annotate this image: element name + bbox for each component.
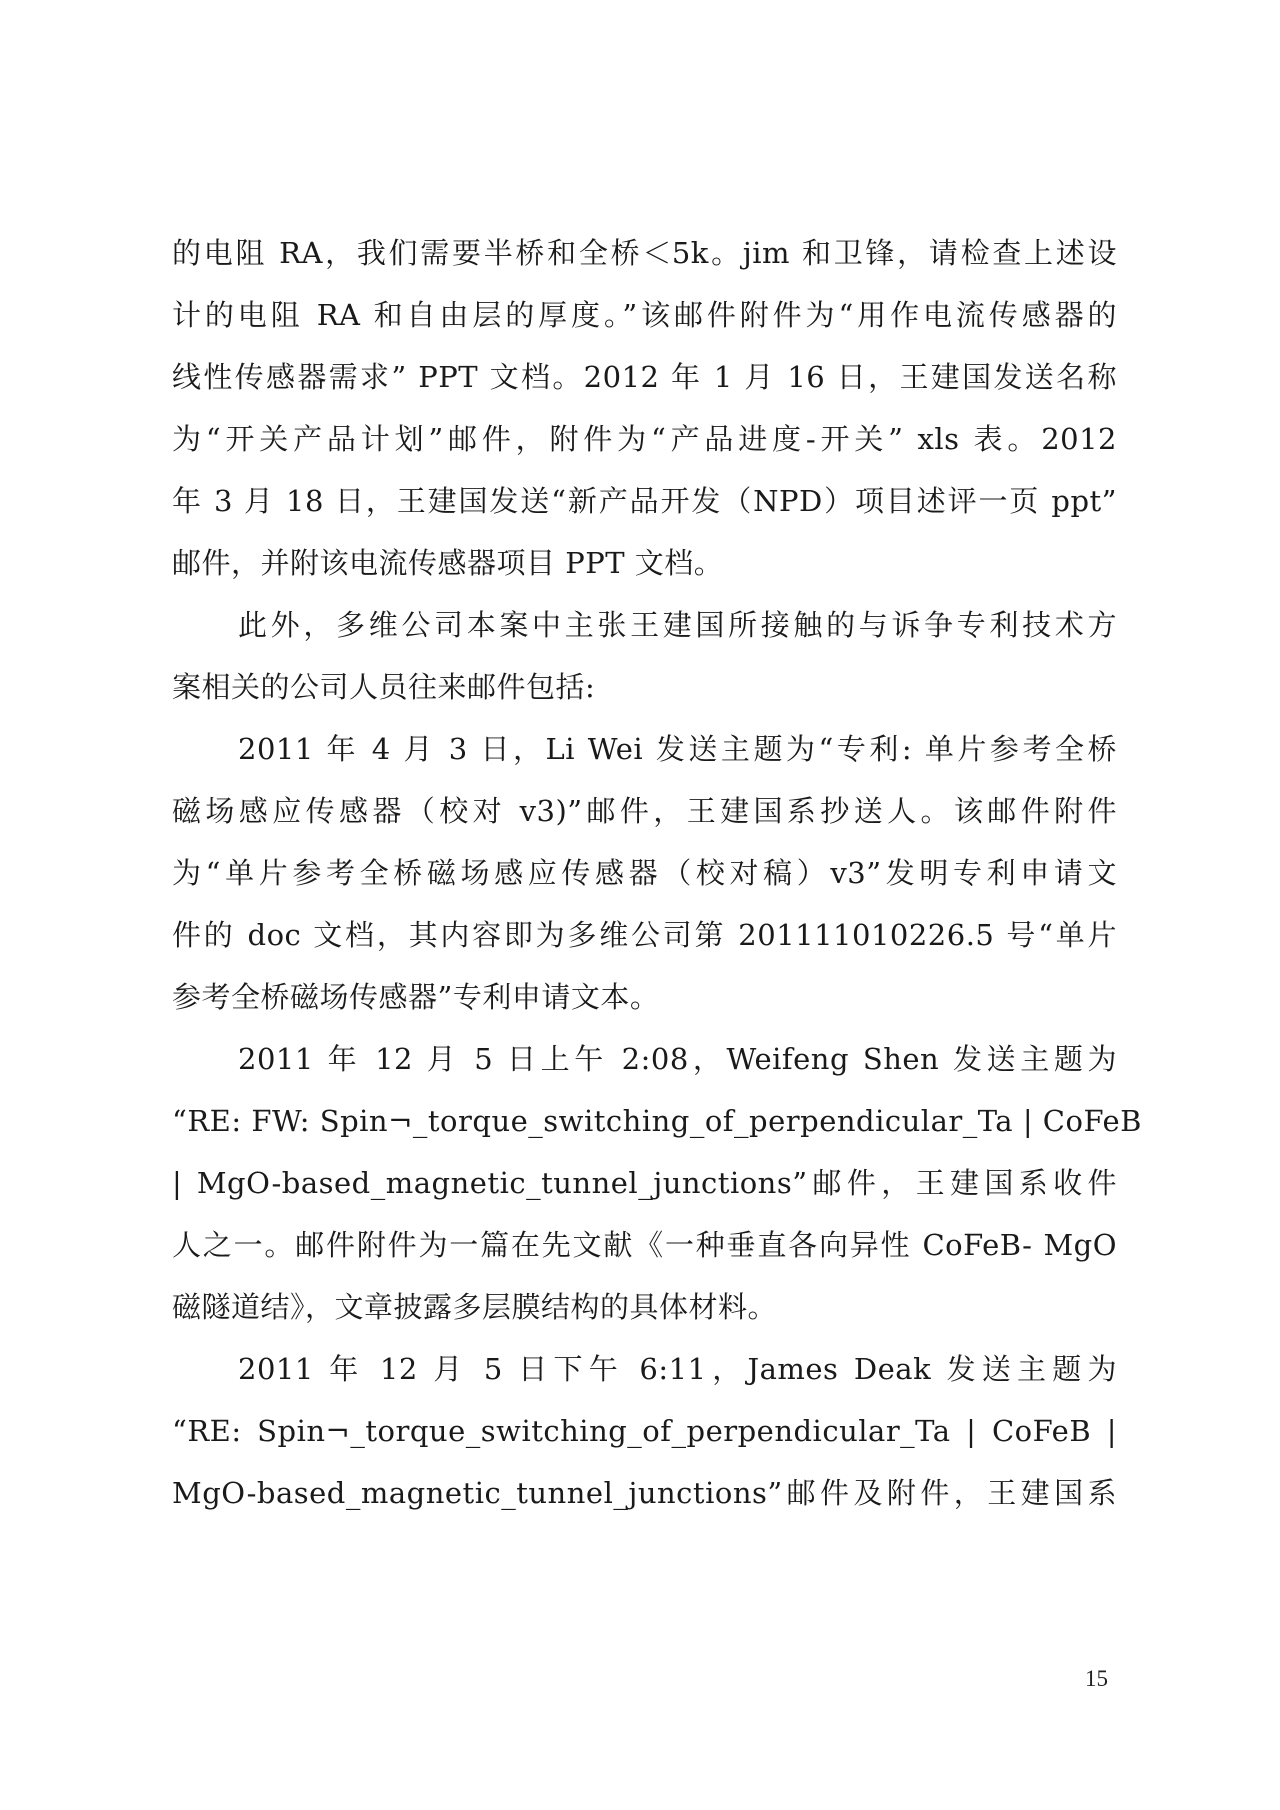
text-line: 为“单片参考全桥磁场感应传感器（校对稿）v3”发明专利申请文	[172, 856, 1117, 890]
text-line: 2011 年 12 月 5 日下午 6:11，James Deak 发送主题为	[238, 1352, 1117, 1386]
page-number: 15	[1085, 1666, 1108, 1691]
text-line: 磁场感应传感器（校对 v3)”邮件，王建国系抄送人。该邮件附件	[172, 794, 1117, 828]
text-line: | MgO-based_magnetic_tunnel_junctions”邮件，王建国系收件	[172, 1166, 1117, 1200]
text-line: 年 3 月 18 日，王建国发送“新产品开发（NPD）项目述评一页 ppt”	[172, 484, 1117, 518]
text-line: 为“开关产品计划”邮件，附件为“产品进度-开关” xls 表。2012	[172, 422, 1117, 456]
text-line: 计的电阻 RA 和自由层的厚度。”该邮件附件为“用作电流传感器的	[172, 298, 1117, 332]
text-line: MgO-based_magnetic_tunnel_junctions”邮件及附件，王建国系	[172, 1476, 1117, 1510]
text-line: 2011 年 4 月 3 日，Li Wei 发送主题为“专利: 单片参考全桥	[238, 732, 1117, 766]
text-line: 磁隧道结》，文章披露多层膜结构的具体材料。	[172, 1290, 778, 1324]
text-line: 此外，多维公司本案中主张王建国所接触的与诉争专利技术方	[238, 608, 1117, 642]
text-line: “RE: Spin¬_torque_switching_of_perpendicular_Ta | CoFeB |	[172, 1414, 1117, 1448]
text-line: 线性传感器需求” PPT 文档。2012 年 1 月 16 日，王建国发送名称	[172, 360, 1117, 394]
text-line: 参考全桥磁场传感器”专利申请文本。	[172, 980, 660, 1014]
text-line: 2011 年 12 月 5 日上午 2:08，Weifeng Shen 发送主题为	[238, 1042, 1117, 1076]
text-line: 人之一。邮件附件为一篇在先文献《一种垂直各向异性 CoFeB- MgO	[172, 1228, 1117, 1262]
text-line: “RE: FW: Spin¬_torque_switching_of_perpendicular_Ta | CoFeB	[172, 1104, 1142, 1138]
text-line: 件的 doc 文档，其内容即为多维公司第 201111010226.5 号“单片	[172, 918, 1117, 952]
document-body	[172, 222, 1142, 1524]
text-line: 邮件，并附该电流传感器项目 PPT 文档。	[172, 546, 724, 580]
text-line: 案相关的公司人员往来邮件包括:	[172, 670, 596, 704]
text-line: 的电阻 RA，我们需要半桥和全桥＜5k。jim 和卫锋，请检查上述设	[172, 236, 1117, 270]
